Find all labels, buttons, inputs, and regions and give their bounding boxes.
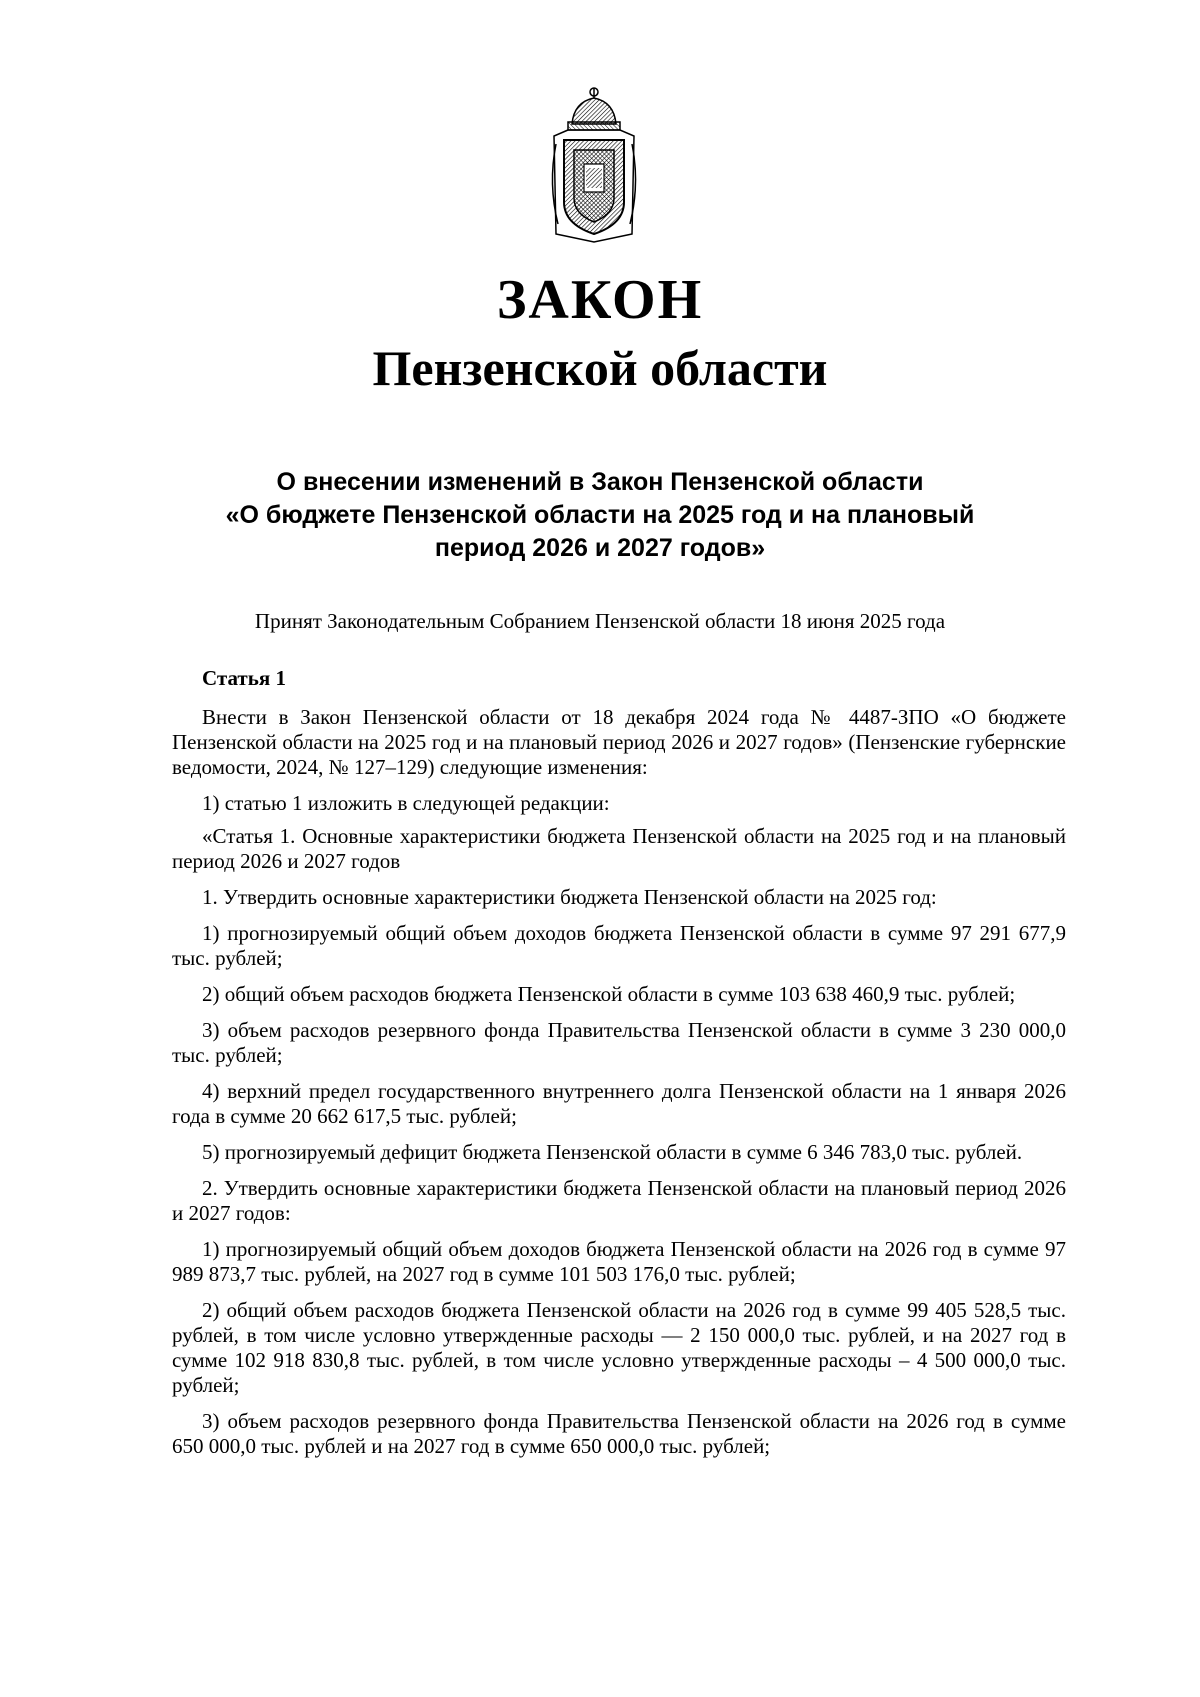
- document-region-title: Пензенской области: [372, 340, 828, 396]
- article-paragraph: Внести в Закон Пензенской области от 18 декабря 2024 года № 4487-ЗПО «О бюджете Пензенской области на 2025 год и на плановый период 2026 и 2027 годов» (Пензенские губернские ведомости, 2024, № 127–129) следующие изменения:: [172, 705, 1066, 779]
- article-paragraph: 3) объем расходов резервного фонда Правительства Пензенской области в сумме 3 230 000,0 тыс. рублей;: [172, 1018, 1066, 1067]
- law-subject-line: «О бюджете Пензенской области на 2025 год и на плановый: [225, 501, 975, 529]
- article-paragraph: 1. Утвердить основные характеристики бюджета Пензенской области на 2025 год:: [202, 885, 937, 909]
- article-paragraph: 2. Утвердить основные характеристики бюджета Пензенской области на плановый период 2026 и 2027 годов:: [172, 1176, 1066, 1225]
- law-subject-line: О внесении изменений в Закон Пензенской области: [276, 468, 924, 496]
- article-paragraph: 1) прогнозируемый общий объем доходов бюджета Пензенской области на 2026 год в сумме 97 989 873,7 тыс. рублей, на 2027 год в сумме 101 503 176,0 тыс. рублей;: [172, 1237, 1066, 1286]
- article-paragraph: 4) верхний предел государственного внутреннего долга Пензенской области на 1 января 2026 года в сумме 20 662 617,5 тыс. рублей;: [172, 1079, 1066, 1128]
- article-paragraph: 1) прогнозируемый общий объем доходов бюджета Пензенской области в сумме 97 291 677,9 тыс. рублей;: [172, 921, 1066, 970]
- article-paragraph: 3) объем расходов резервного фонда Правительства Пензенской области на 2026 год в сумме 650 000,0 тыс. рублей и на 2027 год в сумме 650 000,0 тыс. рублей;: [172, 1409, 1066, 1458]
- law-subject: [120, 466, 1080, 565]
- article-paragraph: 5) прогнозируемый дефицит бюджета Пензенской области в сумме 6 346 783,0 тыс. рублей.: [202, 1140, 1023, 1164]
- article-heading: Статья 1: [202, 666, 286, 690]
- article-paragraph: 2) общий объем расходов бюджета Пензенской области на 2026 год в сумме 99 405 528,5 тыс. рублей, в том числе условно утвержденные расходы — 2 150 000,0 тыс. рублей, и на 2027 год в сумме 102 918 830,8 тыс. рублей, в том числе условно утвержденные расходы – 4 500 000,0 тыс. рублей;: [172, 1298, 1066, 1397]
- article-body: [172, 666, 1066, 1470]
- article-paragraph: «Статья 1. Основные характеристики бюджета Пензенской области на 2025 год и на плановый период 2026 и 2027 годов: [172, 824, 1066, 873]
- article-paragraph: 1) статью 1 изложить в следующей редакции:: [202, 791, 610, 815]
- document-title: ЗАКОН: [496, 269, 704, 331]
- article-paragraph: 2) общий объем расходов бюджета Пензенской области в сумме 103 638 460,9 тыс. рублей;: [202, 982, 1016, 1006]
- penza-coat-of-arms-icon: [534, 84, 654, 244]
- adoption-note: Принят Законодательным Собранием Пензенской области 18 июня 2025 года: [254, 609, 946, 633]
- law-subject-line: период 2026 и 2027 годов»: [434, 534, 766, 562]
